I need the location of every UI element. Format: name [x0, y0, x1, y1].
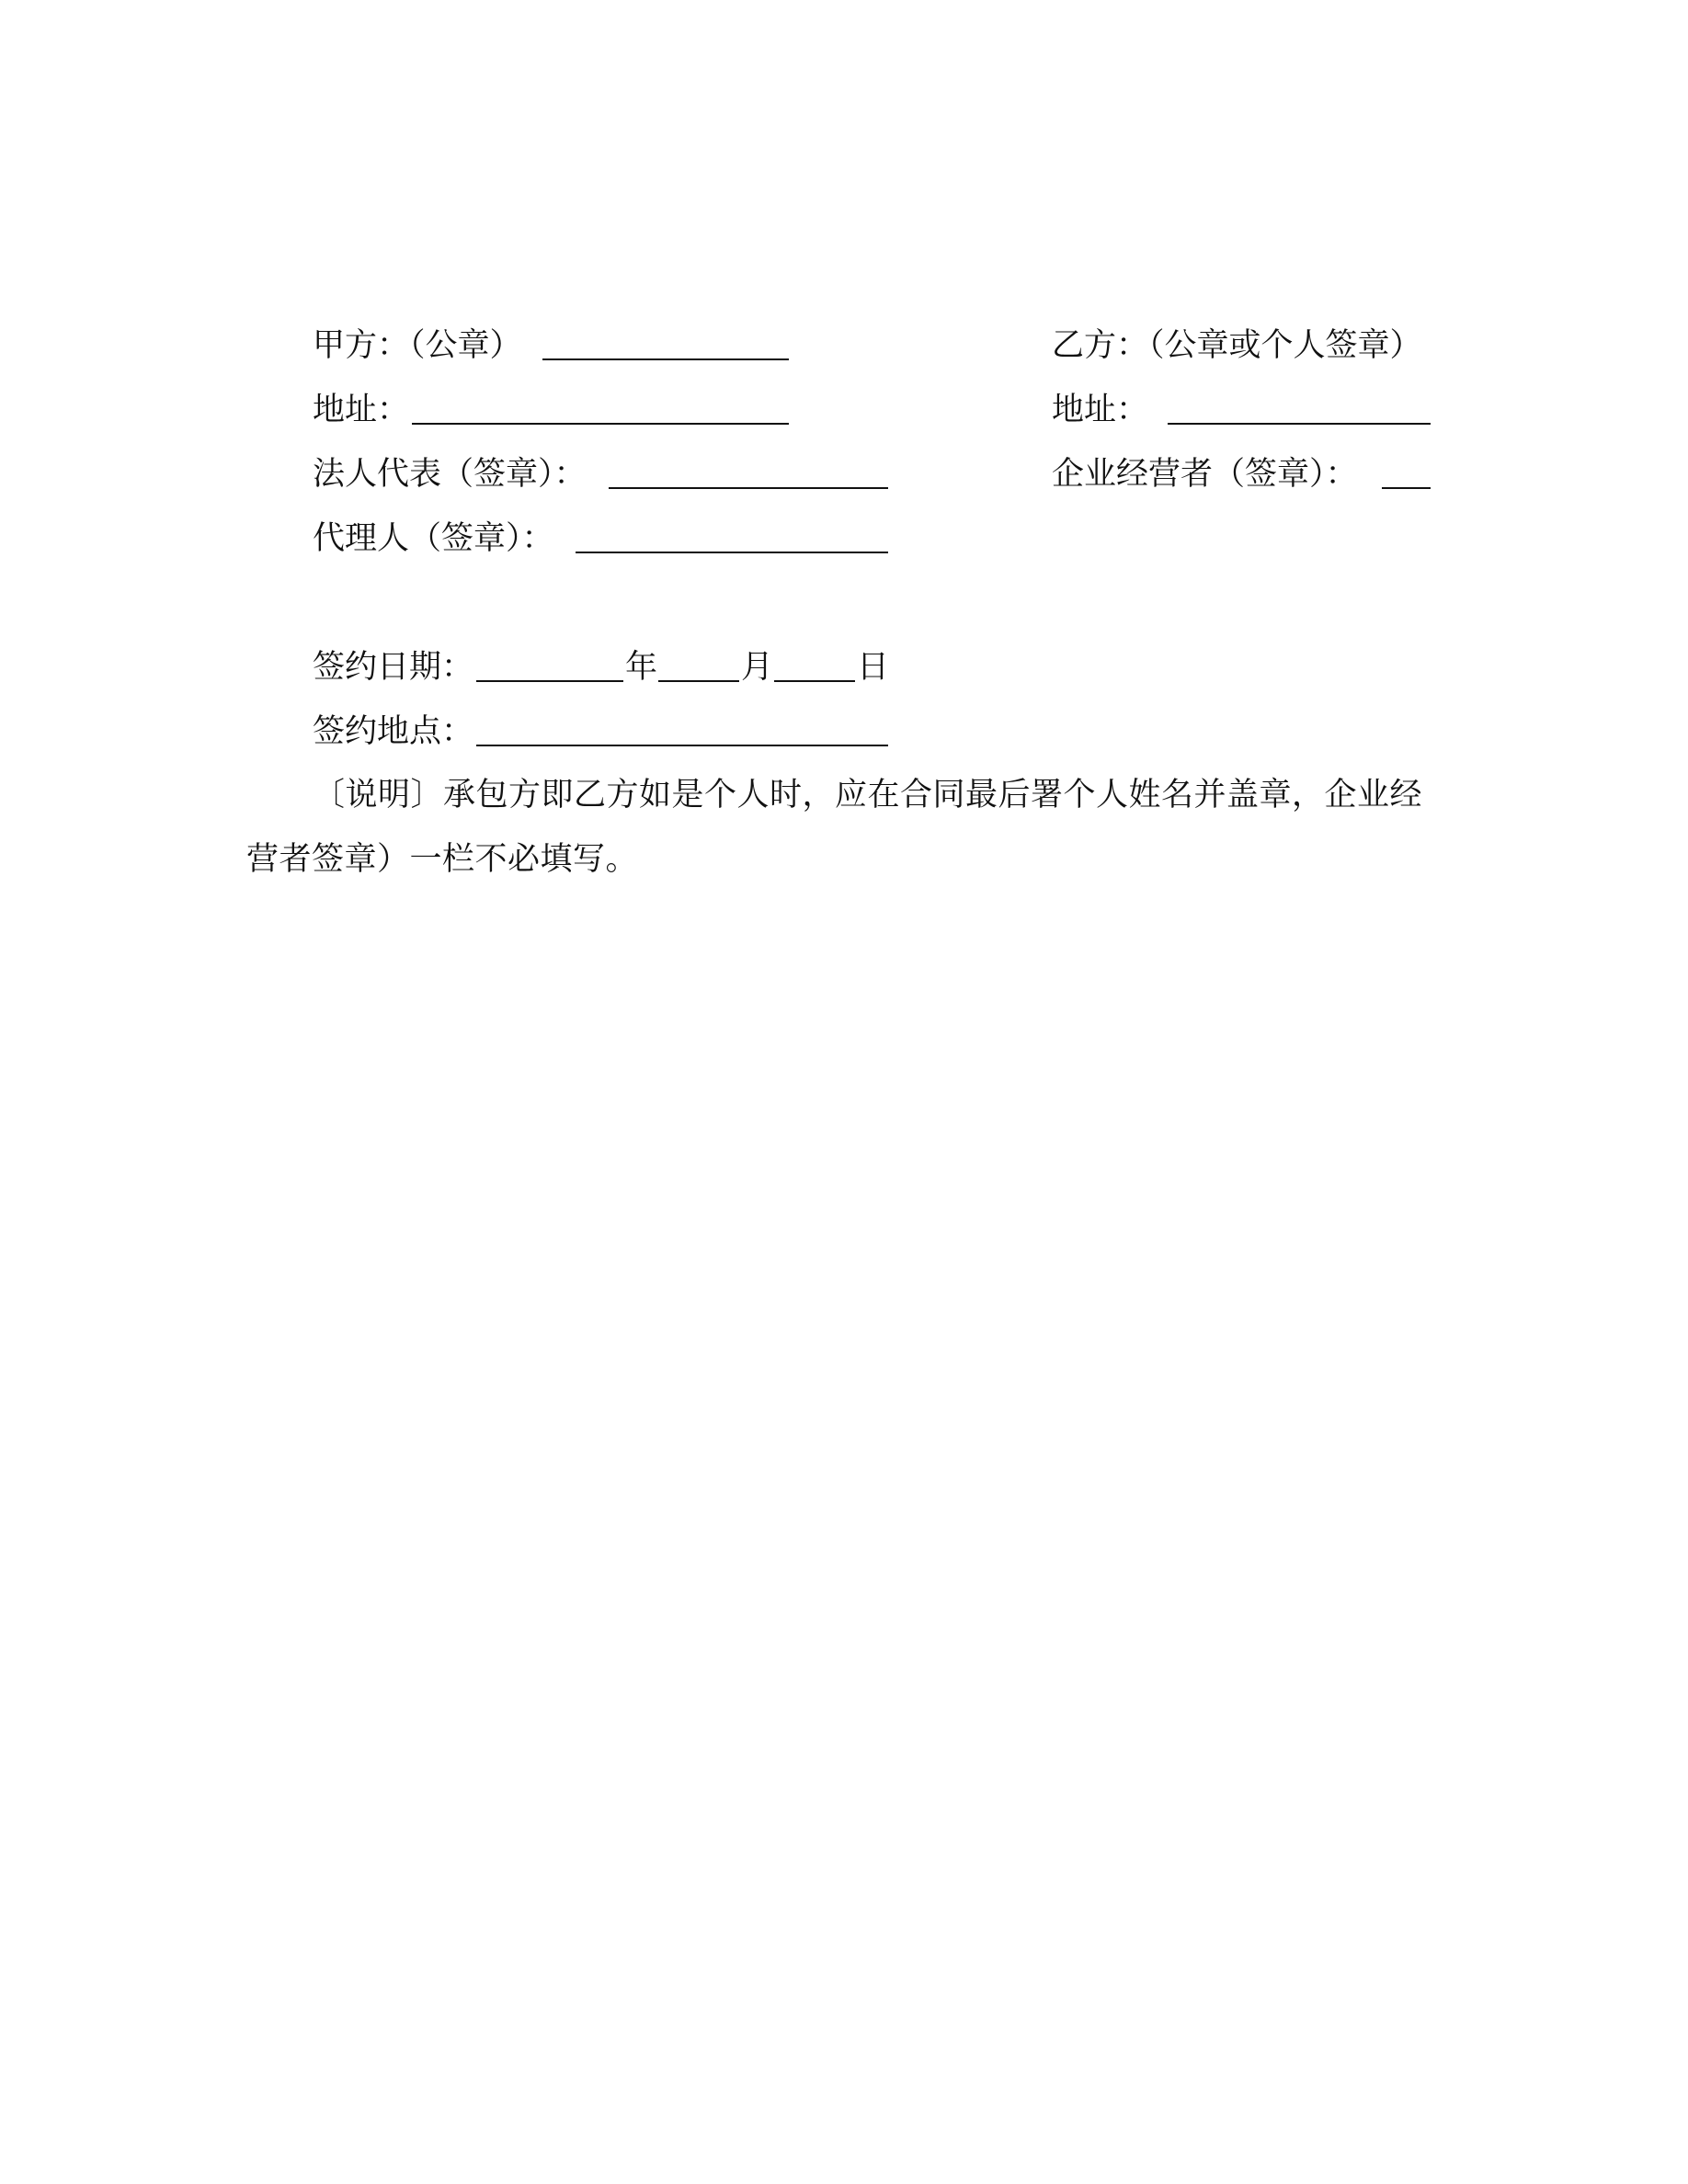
- party-b-operator-blank[interactable]: [1382, 487, 1431, 489]
- party-b-label: 乙方：（公章或个人签章）: [1052, 327, 1422, 364]
- signing-month-blank[interactable]: [658, 680, 739, 682]
- party-b-address-label: 地址：: [1052, 392, 1149, 428]
- party-a-legal-rep-label: 法人代表（签章）：: [313, 456, 587, 493]
- party-b-address-blank[interactable]: [1168, 423, 1431, 425]
- party-a-agent-blank[interactable]: [576, 552, 888, 553]
- signing-day-blank[interactable]: [774, 680, 855, 682]
- signing-place-label: 签约地点：: [313, 713, 474, 750]
- signing-year-blank[interactable]: [476, 680, 623, 682]
- party-a-agent-label: 代理人（签章）：: [313, 520, 554, 557]
- party-a-legal-rep-blank[interactable]: [609, 487, 888, 489]
- signing-year-label: 年: [625, 649, 658, 686]
- party-a-address-label: 地址：: [313, 392, 410, 428]
- signing-date-label: 签约日期：: [313, 649, 474, 686]
- signing-month-label: 月: [741, 649, 774, 686]
- party-a-label: 甲方：（公章）: [313, 327, 522, 364]
- signing-day-label: 日: [857, 649, 890, 686]
- note-paragraph: 〔说明〕承包方即乙方如是个人时，应在合同最后署个人姓名并盖章，企业经营者签章）一栏不必填写。: [246, 777, 1423, 878]
- party-a-address-blank[interactable]: [412, 423, 789, 425]
- party-b-operator-label: 企业经营者（签章）：: [1052, 456, 1358, 493]
- party-a-seal-blank[interactable]: [542, 358, 789, 360]
- signing-place-blank[interactable]: [476, 745, 888, 746]
